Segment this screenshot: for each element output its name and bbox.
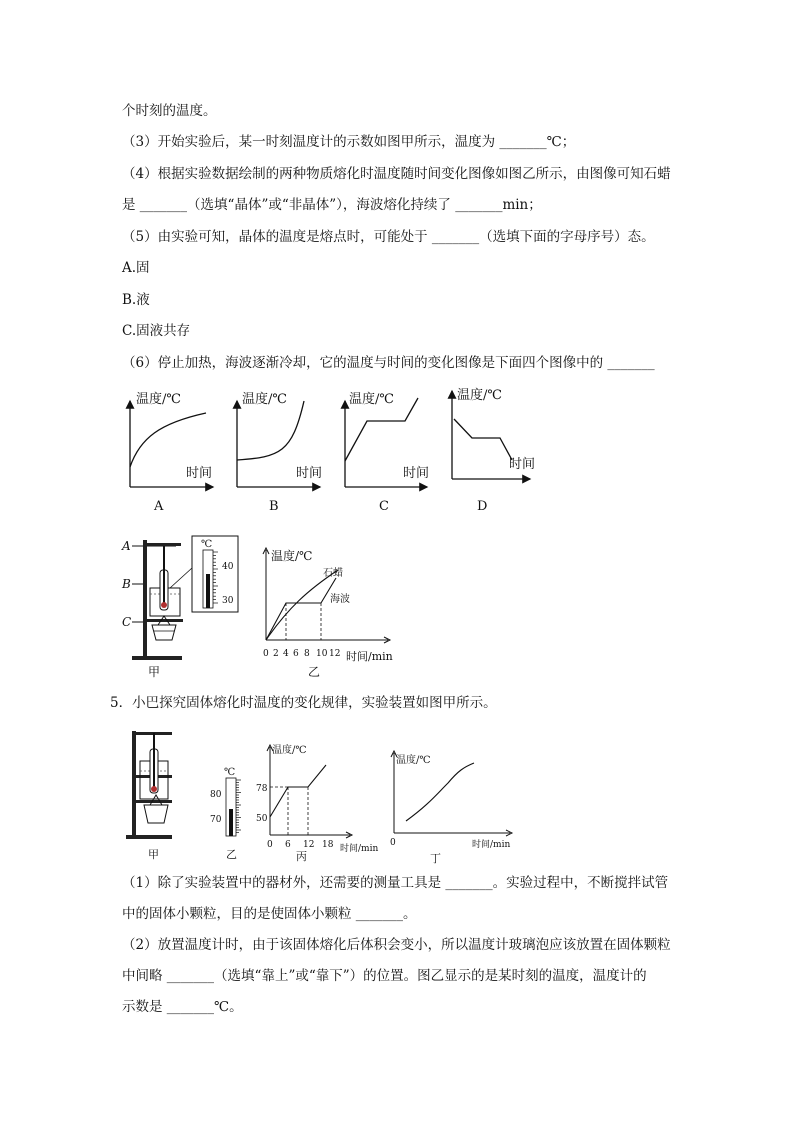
question-4-cont: 是 _______（选填“晶体”或“非晶体”），海波熔化持续了 _______min；: [122, 197, 542, 213]
problem-5-q2-end: 示数是 _______℃。: [122, 999, 243, 1015]
q5-ding-ylabel: 温度/℃: [396, 755, 431, 766]
svg-text:0: 0: [267, 840, 273, 850]
shila-line: [266, 570, 338, 640]
problem-5: 5．小巴探究固体熔化时温度的变化规律，实验装置如图甲所示。: [110, 695, 497, 711]
q4-graph: [263, 548, 393, 679]
option-graphs: [120, 383, 680, 518]
svg-text:0: 0: [263, 649, 269, 659]
question-4: （4）根据实验数据绘制的两种物质熔化时温度随时间变化图像如图乙所示，由图像可知石蜡: [122, 166, 671, 182]
graph-a-xlabel: 时间: [186, 466, 213, 481]
q5-thermometer: [210, 767, 241, 861]
series-haibo: 海波: [330, 594, 350, 605]
q5-thermo-unit: ℃: [224, 767, 236, 778]
svg-text:6: 6: [293, 649, 299, 659]
text-line: 个时刻的温度。: [122, 103, 217, 119]
graph-d-ylabel: 温度/℃: [457, 388, 502, 403]
q4-yi-caption: 乙: [308, 665, 321, 679]
graph-c-ylabel: 温度/℃: [349, 392, 394, 407]
svg-text:12: 12: [303, 840, 315, 850]
graph-a-label: A: [154, 499, 164, 514]
q5-ding-caption: 丁: [430, 852, 441, 865]
option-b: B.液: [122, 292, 150, 308]
q5-thermo-tick-80: 80: [210, 790, 222, 800]
q5-jia-caption: 甲: [148, 848, 159, 861]
svg-text:8: 8: [304, 649, 310, 659]
q5-apparatus: [126, 731, 172, 861]
q5-graph-bing: [256, 743, 378, 863]
graph-b-xlabel: 时间: [296, 466, 323, 481]
graph-d-label: D: [477, 499, 488, 514]
graph-b-label: B: [269, 499, 279, 514]
series-shila: 石蜡: [323, 568, 343, 579]
graph-a: [130, 391, 213, 514]
graph-a-ylabel: 温度/℃: [136, 392, 181, 407]
q5-bing-xlabel: 时间/min: [340, 844, 379, 854]
q5-bing-caption: 丙: [296, 850, 307, 863]
q5-yi-caption: 乙: [226, 848, 237, 861]
svg-text:12: 12: [329, 649, 341, 659]
thermo-tick-40: 40: [222, 562, 234, 572]
question-6: （6）停止加热，海波逐渐冷却，它的温度与时间的变化图像是下面四个图像中的 _______: [122, 355, 655, 371]
q5-graph-ding: [390, 751, 512, 865]
problem-5-q1: （1）除了实验装置中的器材外，还需要的测量工具是 _______。实验过程中，不断搅拌试管: [122, 875, 669, 891]
svg-text:10: 10: [316, 649, 328, 659]
graph-c-label: C: [379, 499, 389, 514]
point-a-label: A: [122, 539, 131, 553]
haibo-line: [266, 578, 336, 640]
q4-figure: [118, 530, 408, 682]
q4-jia-caption: 甲: [148, 665, 161, 679]
svg-text:2: 2: [273, 649, 279, 659]
graph-c: [345, 391, 429, 514]
option-a: A.固: [122, 260, 150, 276]
point-b-label: B: [122, 577, 131, 591]
q4-xlabel: 时间/min: [346, 650, 393, 663]
graph-d: [452, 387, 535, 514]
option-c: C.固液共存: [122, 323, 191, 339]
graph-d-xlabel: 时间: [509, 457, 536, 472]
svg-text:4: 4: [283, 649, 289, 659]
svg-text:6: 6: [285, 840, 291, 850]
thermo-tick-30: 30: [222, 596, 234, 606]
q5-figure: [118, 725, 518, 870]
q4-apparatus: [121, 539, 192, 679]
svg-text:0: 0: [390, 838, 396, 848]
q5-thermo-tick-70: 70: [210, 815, 222, 825]
graph-b: [237, 391, 322, 514]
problem-5-q1-cont: 中的固体小颗粒，目的是使固体小颗粒 _______。: [122, 906, 417, 922]
graph-b-ylabel: 温度/℃: [242, 392, 287, 407]
graph-c-xlabel: 时间: [403, 466, 430, 481]
q5-bing-ylabel: 温度/℃: [272, 745, 307, 756]
q4-ylabel: 温度/℃: [271, 549, 313, 563]
q4-thermometer: [192, 536, 238, 612]
svg-text:78: 78: [256, 784, 268, 794]
problem-5-q2-cont: 中间略 _______（选填“靠上”或“靠下”）的位置。图乙显示的是某时刻的温度，温度计的: [122, 968, 647, 984]
q5-ding-xlabel: 时间/min: [472, 840, 511, 850]
question-5: （5）由实验可知，晶体的温度是熔点时，可能处于 _______（选填下面的字母序号）态。: [122, 229, 655, 245]
question-3: （3）开始实验后，某一时刻温度计的示数如图甲所示，温度为 _______℃；: [122, 134, 576, 150]
svg-text:50: 50: [256, 814, 268, 824]
svg-text:18: 18: [322, 840, 334, 850]
problem-5-q2: （2）放置温度计时，由于该固体熔化后体积会变小，所以温度计玻璃泡应该放置在固体颗粒: [122, 937, 671, 953]
point-c-label: C: [122, 615, 132, 629]
thermo-unit: ℃: [201, 539, 213, 550]
